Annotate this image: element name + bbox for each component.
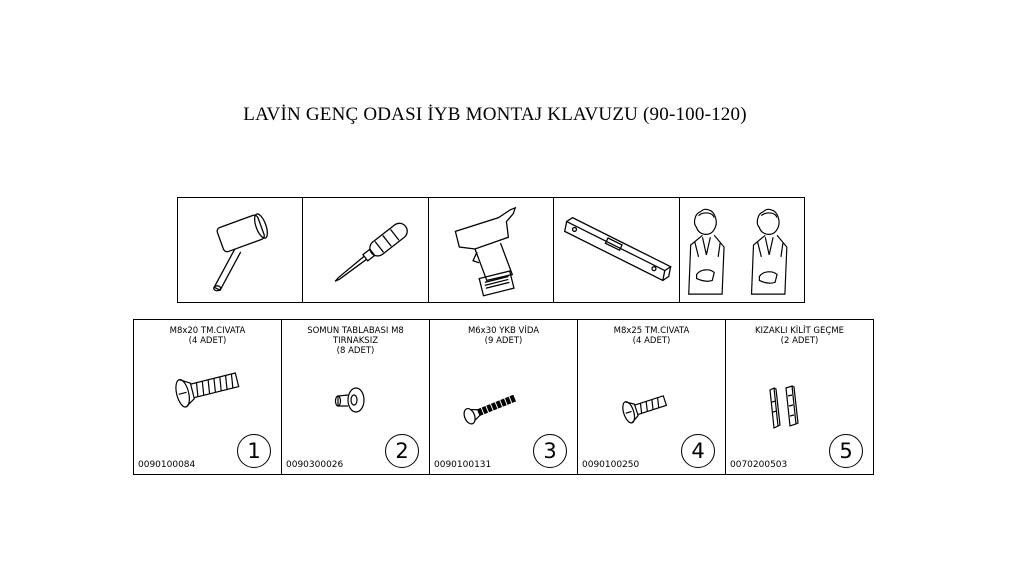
part-code: 0090100250 [582, 460, 640, 470]
part-card-4 [578, 320, 726, 474]
parts-panel [133, 319, 874, 475]
part-code: 0090100131 [434, 460, 492, 470]
tool-cell-glue-gun [429, 198, 554, 302]
screw-icon [430, 360, 577, 440]
part-code: 0090300026 [286, 460, 344, 470]
tee-nut-icon [282, 360, 429, 440]
tool-cell-workers [680, 198, 804, 302]
part-name: M6x30 YKB VİDA (9 ADET) [467, 326, 540, 346]
part-card-1 [134, 320, 282, 474]
part-name: M8x20 TM.CIVATA (4 ADET) [169, 326, 246, 346]
part-name: M8x25 TM.CIVATA (4 ADET) [613, 326, 690, 346]
part-number-badge: 3 [533, 434, 567, 468]
mallet-icon [178, 198, 302, 302]
screwdriver-icon [303, 198, 427, 302]
part-card-5 [726, 320, 873, 474]
tool-cell-mallet [178, 198, 303, 302]
slide-lock-icon [726, 360, 873, 440]
flat-head-bolt-icon [134, 360, 281, 440]
part-number-badge: 5 [829, 434, 863, 468]
part-name: SOMUN TABLABASI M8 TIRNAKSIZ (8 ADET) [307, 326, 404, 356]
part-number-badge: 4 [681, 434, 715, 468]
part-number-badge: 2 [385, 434, 419, 468]
flat-head-bolt-icon [578, 360, 725, 440]
spirit-level-icon [554, 198, 678, 302]
part-code: 0070200503 [730, 460, 788, 470]
two-workers-icon [680, 198, 804, 302]
tool-cell-spirit-level [554, 198, 679, 302]
part-name: KIZAKLI KİLİT GEÇME (2 ADET) [754, 326, 845, 346]
tool-cell-screwdriver [303, 198, 428, 302]
tools-panel [177, 197, 805, 303]
part-code: 0090100084 [138, 460, 196, 470]
page-title: LAVİN GENÇ ODASI İYB MONTAJ KLAVUZU (90-100-120) [243, 104, 747, 125]
part-card-2 [282, 320, 430, 474]
part-number-badge: 1 [237, 434, 271, 468]
part-card-3 [430, 320, 578, 474]
glue-gun-icon [429, 198, 553, 302]
